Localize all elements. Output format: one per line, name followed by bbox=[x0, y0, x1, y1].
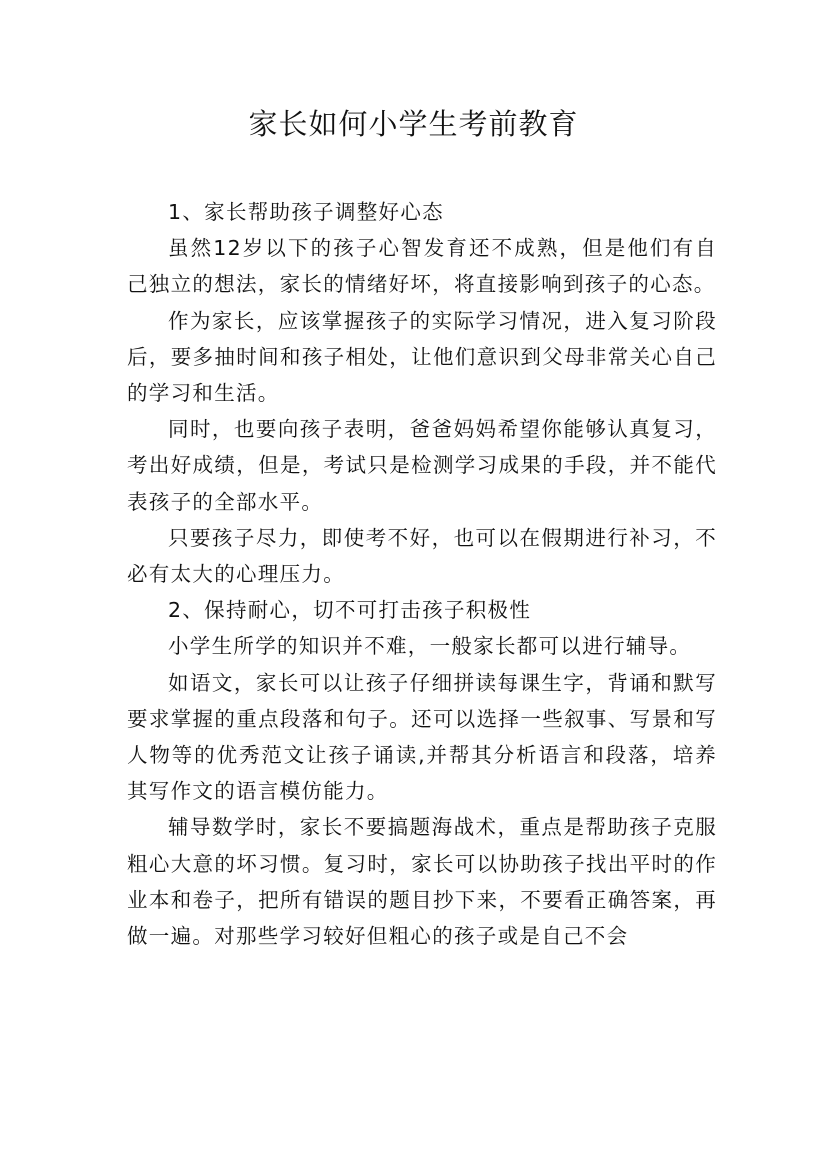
paragraph: 作为家长，应该掌握孩子的实际学习情况，进入复习阶段后，要多抽时间和孩子相处，让他们意识到父母非常关心自己的学习和生活。 bbox=[127, 308, 717, 406]
paragraph: 小学生所学的知识并不难，一般家长都可以进行辅导。 bbox=[168, 634, 692, 659]
document-title: 家长如何小学生考前教育 bbox=[248, 107, 579, 141]
paragraph: 同时，也要向孩子表明，爸爸妈妈希望你能够认真复习，考出好成绩，但是，考试只是检测学习成果的手段，并不能代表孩子的全部水平。 bbox=[127, 417, 717, 514]
section-heading-2: 2、保持耐心，切不可打击孩子积极性 bbox=[168, 598, 532, 623]
paragraph: 只要孩子尽力，即使考不好，也可以在假期进行补习，不必有太大的心理压力。 bbox=[127, 525, 717, 587]
section-heading-1: 1、家长帮助孩子调整好心态 bbox=[168, 200, 444, 224]
paragraph: 虽然12岁以下的孩子心智发育还不成熟，但是他们有自己独立的想法，家长的情绪好坏，将直接影响到孩子的心态。 bbox=[127, 236, 717, 297]
paragraph: 如语文，家长可以让孩子仔细拼读每课生字，背诵和默写要求掌握的重点段落和句子。还可以选择一些叙事、写景和写人物等的优秀范文让孩子诵读,并帮其分析语言和段落，培养其写作文的语言模仿能力。 bbox=[127, 670, 717, 804]
document-body bbox=[127, 194, 717, 954]
paragraph: 辅导数学时，家长不要搞题海战术，重点是帮助孩子克服粗心大意的坏习惯。复习时，家长可以协助孩子找出平时的作业本和卷子，把所有错误的题目抄下来，不要看正确答案，再做一遍。对那些学习较好但粗心的孩子或是自己不会 bbox=[127, 815, 717, 949]
